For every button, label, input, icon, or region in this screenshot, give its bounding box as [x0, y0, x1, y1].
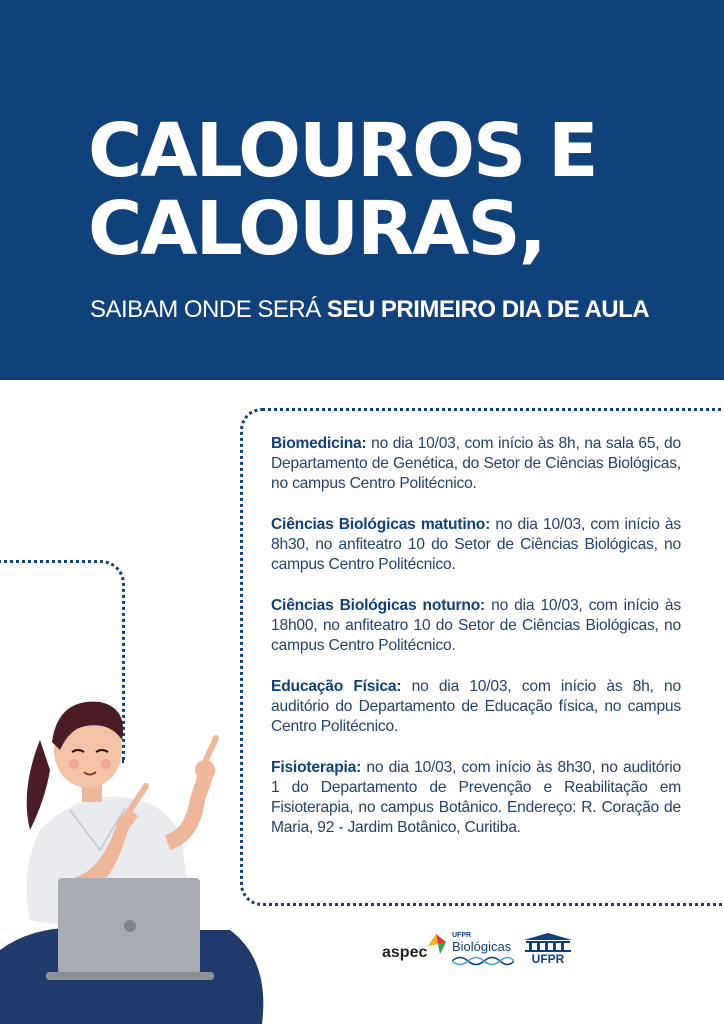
course-entry-biomedicina — [271, 434, 681, 494]
subtitle-regular: SAIBAM ONDE SERÁ — [90, 296, 327, 323]
course-name: Biomedicina: — [271, 435, 367, 452]
dna-icon — [452, 954, 514, 968]
aspec-logo: aspec — [382, 944, 428, 961]
aspec-mark-icon — [426, 934, 446, 954]
course-details: no dia 10/03, com início às 8h30, no anfiteatro 10 do Setor de Ciências Biológicas, no campus Centro Politécnico. — [271, 516, 681, 573]
subtitle-bold: SEU PRIMEIRO DIA DE AULA — [326, 296, 650, 323]
ufpr-logo — [520, 932, 576, 968]
bio-logo-small: UFPR — [452, 932, 472, 939]
building-icon — [520, 932, 576, 952]
title-line-1: CALOUROS E — [88, 108, 597, 194]
page-title — [88, 108, 708, 272]
course-list — [271, 434, 681, 859]
header-banner — [0, 0, 724, 380]
course-details: no dia 10/03, com início às 18h00, no anfiteatro 10 do Setor de Ciências Biológicas, no campus Centro Politécnico. — [271, 597, 681, 654]
course-entry-biologicas-noturno — [271, 596, 681, 656]
course-name: Ciências Biológicas noturno: — [271, 597, 486, 614]
course-entry-biologicas-matutino — [271, 515, 681, 575]
student-illustration — [0, 680, 270, 1024]
course-details: no dia 10/03, com início às 8h, na sala 65, do Departamento de Genética, do Setor de Ciências Biológicas, no campus Centro Politécnico. — [271, 435, 681, 492]
ufpr-logo-text: UFPR — [531, 952, 565, 966]
course-details: no dia 10/03, com início às 8h30, no auditório 1 do Departamento de Prevenção e Reabilitação em Fisioterapia, no campus Botânico. Endereço: R. Coração de Maria, 92 - Jardim Botânico, Curitiba. — [271, 759, 681, 836]
course-entry-educacao-fisica — [271, 677, 681, 737]
title-line-2: CALOURAS, — [88, 186, 545, 272]
page-subtitle — [90, 296, 710, 324]
course-name: Educação Física: — [271, 678, 402, 695]
bio-logo-big: Biológicas — [452, 939, 512, 954]
partner-logos — [380, 930, 580, 980]
course-name: Ciências Biológicas matutino: — [271, 516, 491, 533]
course-details: no dia 10/03, com início às 8h, no auditório do Departamento de Educação física, no campus Centro Politécnico. — [271, 678, 681, 735]
course-entry-fisioterapia — [271, 758, 681, 838]
ufpr-biologicas-logo — [452, 932, 514, 973]
course-name: Fisioterapia: — [271, 759, 362, 776]
